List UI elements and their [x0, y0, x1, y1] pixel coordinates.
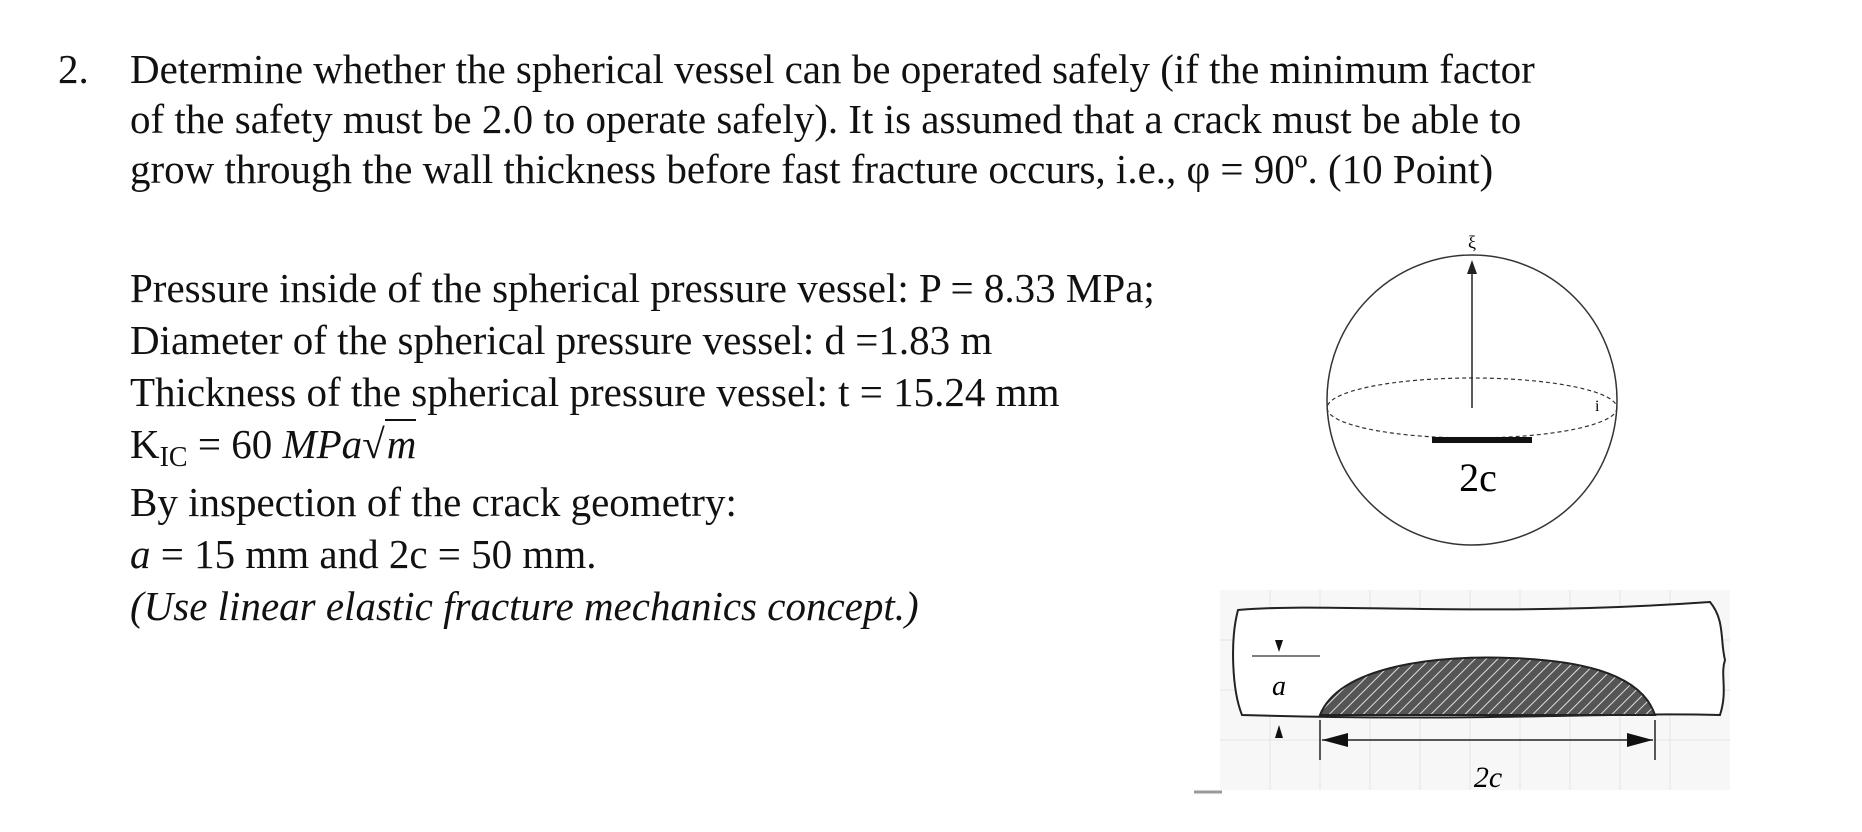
depth-label: a — [1272, 671, 1286, 702]
pressure-line: Pressure inside of the spherical pressure vessel: P = 8.33 MPa; — [130, 265, 1155, 311]
problem-number: 2. — [58, 46, 89, 92]
xi-label: ξ — [1467, 232, 1477, 252]
crack-depth-symbol: a — [130, 531, 151, 577]
axis-arrowhead — [1467, 260, 1477, 274]
kic-symbol: K — [130, 421, 160, 467]
spherical-vessel-figure — [1310, 228, 1630, 558]
thickness-line: Thickness of the spherical pressure vessel: t = 15.24 mm — [130, 369, 1060, 415]
statement-line: Determine whether the spherical vessel can be operated safely (if the minimum factor — [130, 46, 1535, 92]
diameter-line: Diameter of the spherical pressure vessel: d =1.83 m — [130, 317, 993, 363]
length-label: 2c — [1473, 761, 1503, 794]
fracture-toughness-line — [130, 418, 1155, 476]
side-label: i — [1595, 398, 1600, 415]
inspection-line: By inspection of the crack geometry: — [130, 479, 737, 525]
crack-dimensions-line — [130, 528, 1155, 580]
given-data — [130, 262, 1155, 632]
statement-line: grow through the wall thickness before fast fracture occurs, i.e., φ = 90º. (10 Point) — [130, 146, 1494, 192]
kic-subscript: IC — [159, 442, 188, 473]
kic-unit: MPa√m — [282, 421, 416, 467]
sqrt-sign: √m — [362, 421, 417, 467]
crack-section-figure — [1180, 580, 1740, 800]
method-note: (Use linear elastic fracture mechanics concept.) — [130, 583, 919, 629]
problem-statement — [130, 44, 1730, 194]
crack-dimensions: = 15 mm and 2c = 50 mm. — [150, 531, 597, 577]
sphere-crack-label: 2c — [1459, 455, 1497, 500]
kic-value: = 60 — [187, 421, 283, 467]
statement-line: of the safety must be 2.0 to operate safely). It is assumed that a crack must be able to — [130, 96, 1522, 142]
